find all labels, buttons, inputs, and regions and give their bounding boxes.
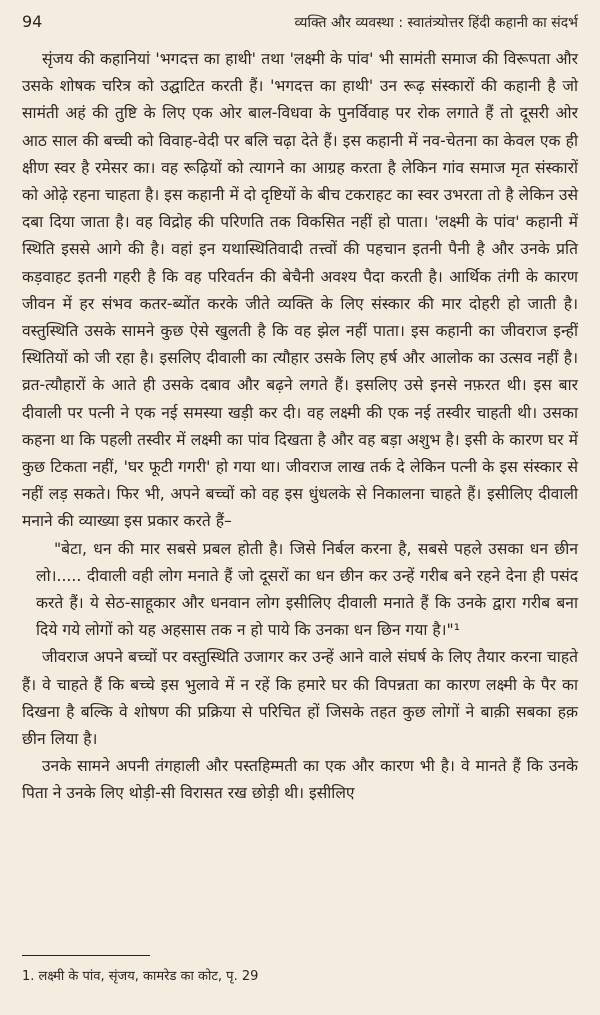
- paragraph-2: जीवराज अपने बच्चों पर वस्तुस्थिति उजागर कर उन्हें आने वाले संघर्ष के लिए तैयार करना चाहते हैं। वे चाहते हैं कि बच्चे इस भुलावे में न रहें कि हमारे घर की विपन्नता का कारण लक्ष्मी के पैर का दिखना है बल्कि वे शोषण की प्रक्रिया से परिचित हों जिसके तहत कुछ लोगों ने बाक़ी सबका हक़ छीन लिया है।: [22, 648, 578, 749]
- footnote: 1. लक्ष्मी के पांव, सृंजय, कामरेड का कोट, पृ. 29: [22, 969, 259, 984]
- block-quote: "बेटा, धन की मार सबसे प्रबल होती है। जिसे निर्बल करना है, सबसे पहले उसका धन छीन लो।..... दीवाली वही लोग मनाते हैं जो दूसरों का धन छीन कर उन्हें गरीब बने रहने देना ही पसंद करते हैं। ये सेठ-साहूकार और धनवान लोग इसीलिए दीवाली मनाते हैं कि उनके द्वारा गरीब बना दिये गये लोगों को यह अहसास तक न हो पाये कि उनका धन छिन गया है।"¹: [36, 539, 578, 640]
- page-number: 94: [22, 12, 43, 31]
- paragraph-3: उनके सामने अपनी तंगहाली और पस्तहिम्मती का एक और कारण भी है। वे मानते हैं कि उनके पिता ने उनके लिए थोड़ी-सी विरासत रख छोड़ी थी। इसीलिए: [22, 757, 578, 803]
- footnote-divider: [22, 955, 150, 956]
- running-head-title: व्यक्ति और व्यवस्था : स्वातंत्र्योत्तर हिंदी कहानी का संदर्भ: [294, 15, 578, 31]
- running-head: [22, 12, 578, 32]
- body-text: [22, 46, 578, 808]
- paragraph-1: सृंजय की कहानियां 'भगदत्त का हाथी' तथा 'लक्ष्मी के पांव' भी सामंती समाज की विरूपता और उसके शोषक चरित्र को उद्घाटित करती हैं। 'भगदत्त का हाथी' उन रूढ़ संस्कारों की कहानी है जो सामंती अहं की तुष्टि के लिए एक ओर बाल-विधवा के पुनर्विवाह पर रोक लगाते हैं तो दूसरी ओर आठ साल की बच्ची को विवाह-वेदी पर बलि चढ़ा देते हैं। इस कहानी में नव-चेतना का केवल एक ही क्षीण स्वर है रमेसर का। वह रूढ़ियों को त्यागने का आग्रह करता है लेकिन गांव समाज मृत संस्कारों को ओढ़े रहना चाहता है। इस कहानी में दो दृष्टियों के बीच टकराहट का स्वर उभरता तो है लेकिन उसे दबा दिया जाता है। वह विद्रोह की परिणति तक विकसित नहीं हो पाता। 'लक्ष्मी के पांव' कहानी में स्थिति इससे आगे की है। वहां इन यथास्थितिवादी तत्त्वों की पहचान इतनी पैनी है और उनके प्रति कड़वाहट इतनी गहरी है कि वह परिवर्तन की बेचैनी अवश्य पैदा करती है। आर्थिक तंगी के कारण जीवन में हर संभव कतर-ब्योंत करके जीते व्यक्ति के लिए संस्कार की मार दोहरी हो जाती है। वस्तुस्थिति उसके सामने कुछ ऐसे खुलती है कि वह झेल नहीं पाता। इस कहानी का जीवराज इन्हीं स्थितियों को जी रहा है। इसलिए दीवाली का त्यौहार उसके लिए हर्ष और आलोक का उत्सव नहीं है। व्रत-त्यौहारों के आते ही उसके दबाव और बढ़ने लगते हैं। इसलिए उसे इनसे नफ़रत थी। इस बार दीवाली पर पत्नी ने एक नई समस्या खड़ी कर दी। वह लक्ष्मी की एक नई तस्वीर चाहती थी। उसका कहना था कि पहली तस्वीर में लक्ष्मी का पांव दिखता है और वह बड़ा अशुभ है। इसी के कारण घर में कुछ टिकता नहीं, 'घर फूटी गगरी' हो गया था। जीवराज लाख तर्क दे लेकिन पत्नी के इस संस्कार से नहीं लड़ सकते। फिर भी, अपने बच्चों को वह इस धुंधलके से निकालना चाहते हैं। इसीलिए दीवाली मनाने की व्याख्या इस प्रकार करते हैं–: [22, 50, 578, 531]
